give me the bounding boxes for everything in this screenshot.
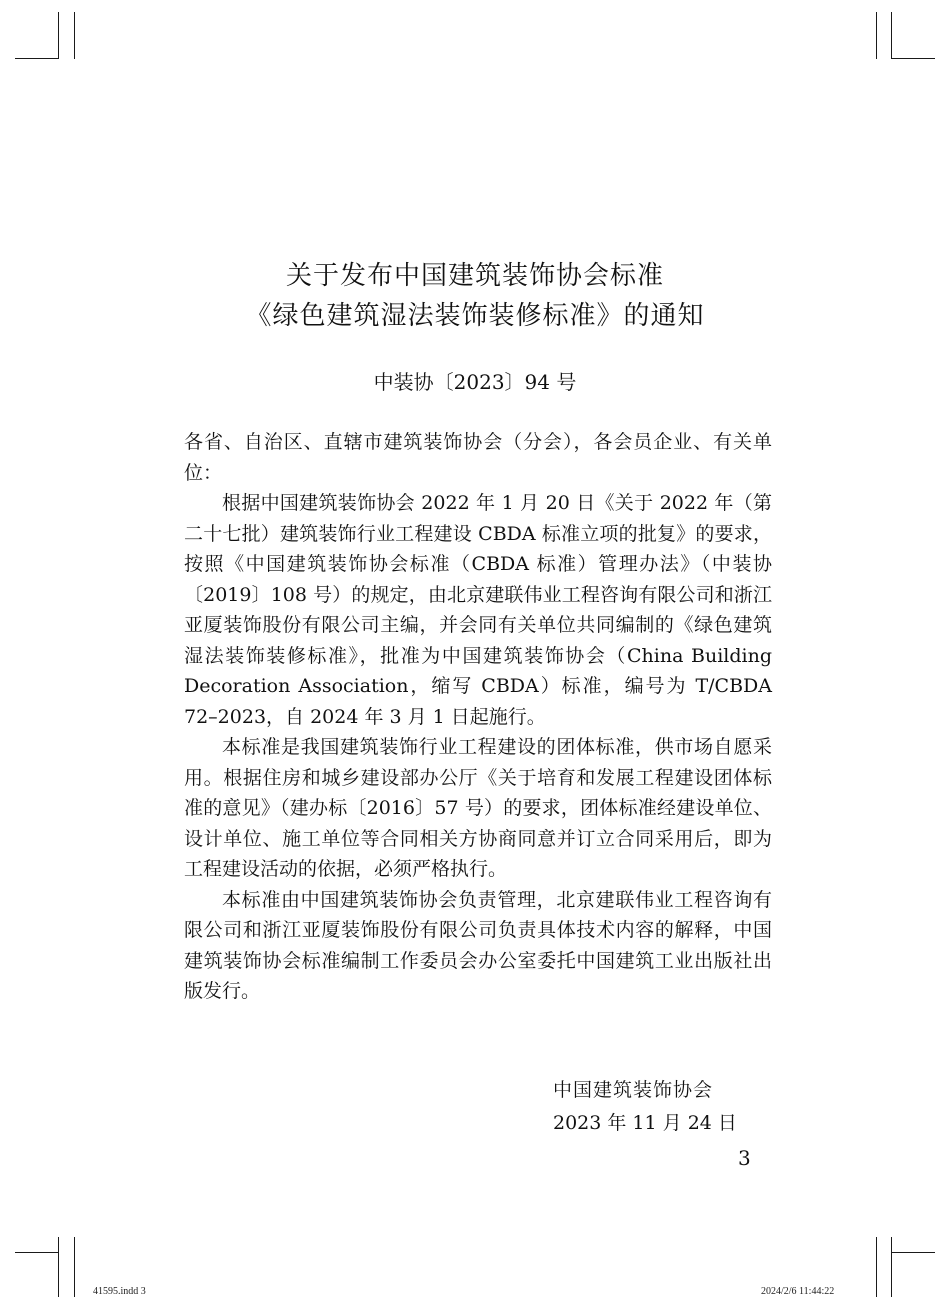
crop-mark-top-left-v1: [58, 12, 59, 59]
slug-timestamp: 2024/2/6 11:44:22: [761, 1286, 835, 1297]
notice-body: [184, 427, 772, 1007]
page-number: 3: [738, 1146, 751, 1170]
document-number: 中装协〔2023〕94 号: [373, 370, 577, 394]
body-paragraph-1: 根据中国建筑装饰协会 2022 年 1 月 20 日《关于 2022 年（第二十七批）建筑装饰行业工程建设 CBDA 标准立项的批复》的要求，按照《中国建筑装饰协会标准（CBDA 标准）管理办法》（中装协〔2019〕108 号）的规定，由北京建联伟业工程咨询有限公司和浙江亚厦装饰股份有限公司主编，并会同有关单位共同编制的《绿色建筑湿法装饰装修标准》，批准为中国建筑装饰协会（China Building Decoration Association，缩写 CBDA）标准，编号为 T/CBDA 72–2023，自 2024 年 3 月 1 日起施行。: [184, 492, 772, 728]
crop-mark-bottom-left-v2: [74, 1237, 75, 1297]
crop-mark-bottom-right-v1: [876, 1237, 877, 1297]
crop-mark-bottom-left-h: [15, 1252, 59, 1253]
notice-title-line-2: 《绿色建筑湿法装饰装修标准》的通知: [245, 301, 705, 331]
crop-mark-top-right-h: [891, 58, 935, 59]
crop-mark-top-left-h: [15, 58, 59, 59]
crop-mark-bottom-right-h: [891, 1252, 935, 1253]
issue-date: 2023 年 11 月 24 日: [553, 1112, 737, 1134]
crop-mark-top-right-v2: [891, 12, 892, 59]
notice-title-line-1: 关于发布中国建筑装饰协会标准: [285, 261, 664, 291]
body-paragraph-2: 本标准是我国建筑装饰行业工程建设的团体标准，供市场自愿采用。根据住房和城乡建设部办公厅《关于培育和发展工程建设团体标准的意见》（建办标〔2016〕57 号）的要求，团体标准经建设单位、设计单位、施工单位等合同相关方协商同意并订立合同采用后，即为工程建设活动的依据，必须严格执行。: [184, 736, 772, 880]
slug-filename: 41595.indd 3: [93, 1286, 146, 1297]
crop-mark-bottom-right-v2: [891, 1237, 892, 1297]
issuing-organization: 中国建筑装饰协会: [553, 1079, 714, 1101]
salutation: 各省、自治区、直辖市建筑装饰协会（分会），各会员企业、有关单位：: [184, 431, 772, 484]
crop-mark-top-right-v1: [876, 12, 877, 59]
body-paragraph-3: 本标准由中国建筑装饰协会负责管理，北京建联伟业工程咨询有限公司和浙江亚厦装饰股份有限公司负责具体技术内容的解释，中国建筑装饰协会标准编制工作委员会办公室委托中国建筑工业出版社出版发行。: [184, 888, 772, 1002]
crop-mark-bottom-left-v1: [58, 1237, 59, 1297]
crop-mark-top-left-v2: [74, 12, 75, 59]
